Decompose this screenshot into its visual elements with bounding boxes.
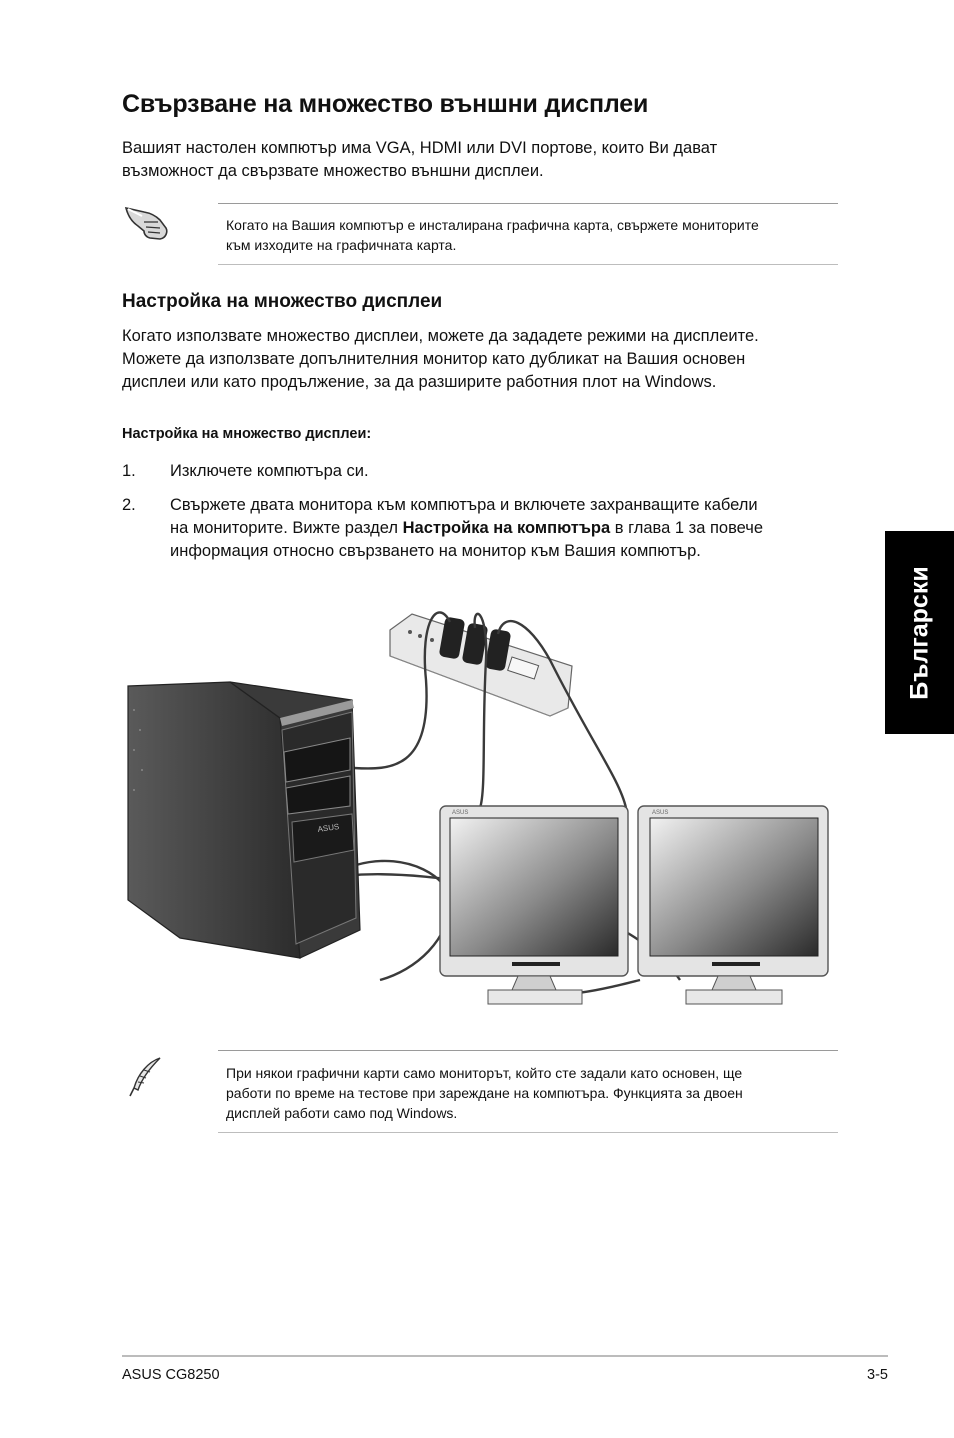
tower-logo: ASUS [317,822,340,834]
steps-heading: Настройка на множество дисплеи: [122,426,372,442]
section-paragraph [122,325,759,394]
section-line-1: Когато използвате множество дисплеи, можете да зададете режими на дисплеите. [122,327,759,345]
step-2-text [170,494,830,563]
section-line-2: Можете да използвате допълнителния монитор като дубликат на Вашия основен [122,350,746,368]
intro-line-2: възможност да свързвате множество външни дисплеи. [122,162,544,180]
step-2-line-1: Свържете двата монитора към компютъра и включете захранващите кабели [170,496,758,514]
language-side-tab [885,531,954,734]
footer-page-number: 3-5 [867,1367,888,1383]
note1-line-1: Когато на Вашия компютър е инсталирана графична карта, свържете мониторите [226,217,759,233]
multi-display-illustration [120,600,840,1020]
language-tab-label: Български [905,565,933,700]
pointing-hand-icon [120,200,176,246]
step-1-text: Изключете компютъра си. [170,462,369,480]
note-primary-monitor [218,1050,838,1133]
step-1-number: 1. [122,462,136,480]
setup-section-link: Настройка на компютъра [402,519,611,537]
page-title: Свързване на множество външни дисплеи [122,90,649,118]
monitor-2-logo: ASUS [652,810,669,816]
step-2-line-2-post: в глава 1 за повече [610,519,764,537]
step-2-number: 2. [122,496,136,514]
section-line-3: дисплеи или като продължение, за да разширите работния плот на Windows. [122,373,717,391]
note2-line-2: работи по време на тестове при зареждане на компютъра. Функцията за двоен [226,1085,743,1101]
note-graphics-card [218,203,838,265]
note1-line-2: към изходите на графичната карта. [226,237,457,253]
step-2-line-2-pre: на мониторите. Вижте раздел [170,519,403,537]
footer-model: ASUS CG8250 [122,1367,220,1383]
pen-note-icon [126,1054,166,1098]
desktop-tower [128,682,360,958]
section-heading: Настройка на множество дисплеи [122,291,443,312]
monitor-1 [440,806,628,1004]
note2-line-1: При някои графични карти само мониторът, който сте задали като основен, ще [226,1065,743,1081]
monitor-1-logo: ASUS [452,810,469,816]
note2-line-3: дисплей работи само под Windows. [226,1105,458,1121]
power-strip [390,614,572,716]
step-2-line-3: информация относно свързването на монитор към Вашия компютър. [170,542,701,560]
intro-line-1: Вашият настолен компютър има VGA, HDMI или DVI портове, които Ви дават [122,139,718,157]
intro-paragraph [122,137,717,183]
footer-divider [122,1355,888,1357]
monitor-2 [638,806,828,1004]
